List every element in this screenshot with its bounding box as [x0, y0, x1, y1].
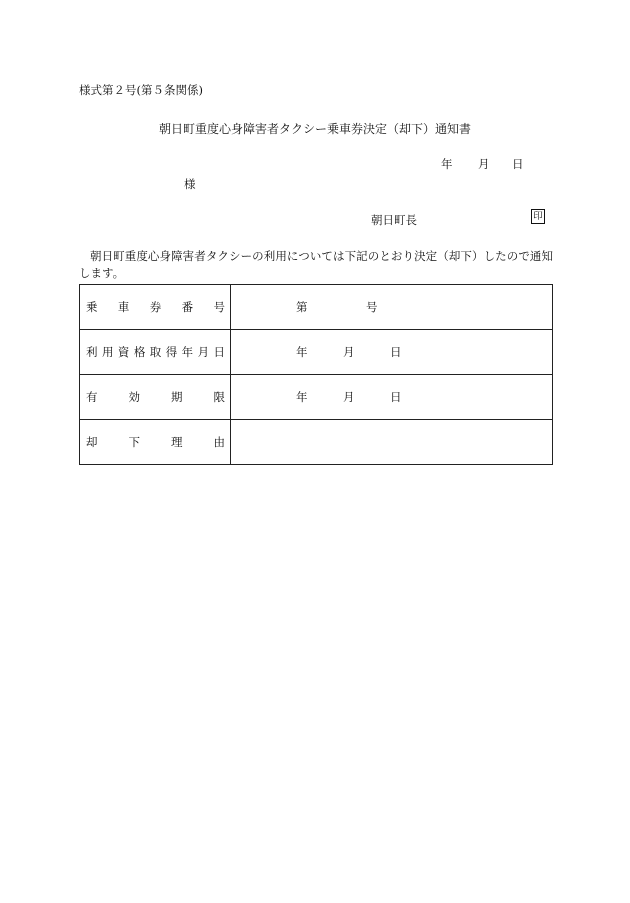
label-char: 月: [197, 345, 210, 359]
label-char: 得: [165, 345, 178, 359]
value-char: 月: [343, 390, 355, 404]
value-char: 月: [343, 345, 355, 359]
label-char: 由: [213, 435, 225, 449]
label-char: 効: [128, 390, 140, 404]
label-char: 資: [117, 345, 130, 359]
value-char: 号: [366, 300, 378, 314]
notice-table: [79, 284, 553, 465]
label-char: 期: [171, 390, 183, 404]
label-validity-period: [80, 375, 231, 420]
label-char: 利: [86, 345, 98, 359]
label-char: 却: [86, 435, 98, 449]
label-char: 日: [213, 345, 225, 359]
value-char: 日: [390, 390, 402, 404]
label-char: 理: [171, 435, 183, 449]
document-title: 朝日町重度心身障害者タクシー乗車券決定（却下）通知書: [158, 122, 471, 136]
value-char: 第: [296, 300, 308, 314]
label-char: 券: [149, 300, 162, 314]
value-eligibility-date: [231, 330, 553, 375]
label-ticket-number: [80, 285, 231, 330]
label-char: 限: [213, 390, 225, 404]
value-char: 日: [390, 345, 402, 359]
addressee-suffix: 様: [184, 177, 196, 191]
label-char: 格: [133, 345, 146, 359]
value-char: 年: [296, 390, 308, 404]
table-row-eligibility-date: [80, 330, 553, 375]
label-char: 取: [149, 345, 162, 359]
form-number: 様式第２号(第５条関係): [79, 83, 203, 97]
date-month-label: 月: [478, 157, 490, 171]
table-row-rejection-reason: [80, 420, 553, 465]
label-char: 乗: [86, 300, 98, 314]
date-year-label: 年: [441, 157, 453, 171]
label-char: 車: [117, 300, 130, 314]
label-char: 番: [181, 300, 194, 314]
issuer-name: 朝日町長: [371, 213, 417, 227]
label-char: 用: [101, 345, 114, 359]
value-rejection-reason: [231, 420, 553, 465]
label-char: 下: [128, 435, 140, 449]
label-char: 有: [86, 390, 98, 404]
label-rejection-reason: [80, 420, 231, 465]
table-row-ticket-number: [80, 285, 553, 330]
notice-body: 朝日町重度心身障害者タクシーの利用については下記のとおり決定（却下）したので通知します。: [79, 249, 553, 280]
date-day-label: 日: [512, 157, 524, 171]
value-validity-period: [231, 375, 553, 420]
table-row-validity-period: [80, 375, 553, 420]
label-eligibility-date: [80, 330, 231, 375]
label-char: 年: [181, 345, 194, 359]
seal-mark: 印: [531, 209, 545, 224]
value-ticket-number: [231, 285, 553, 330]
label-char: 号: [213, 300, 225, 314]
value-char: 年: [296, 345, 308, 359]
